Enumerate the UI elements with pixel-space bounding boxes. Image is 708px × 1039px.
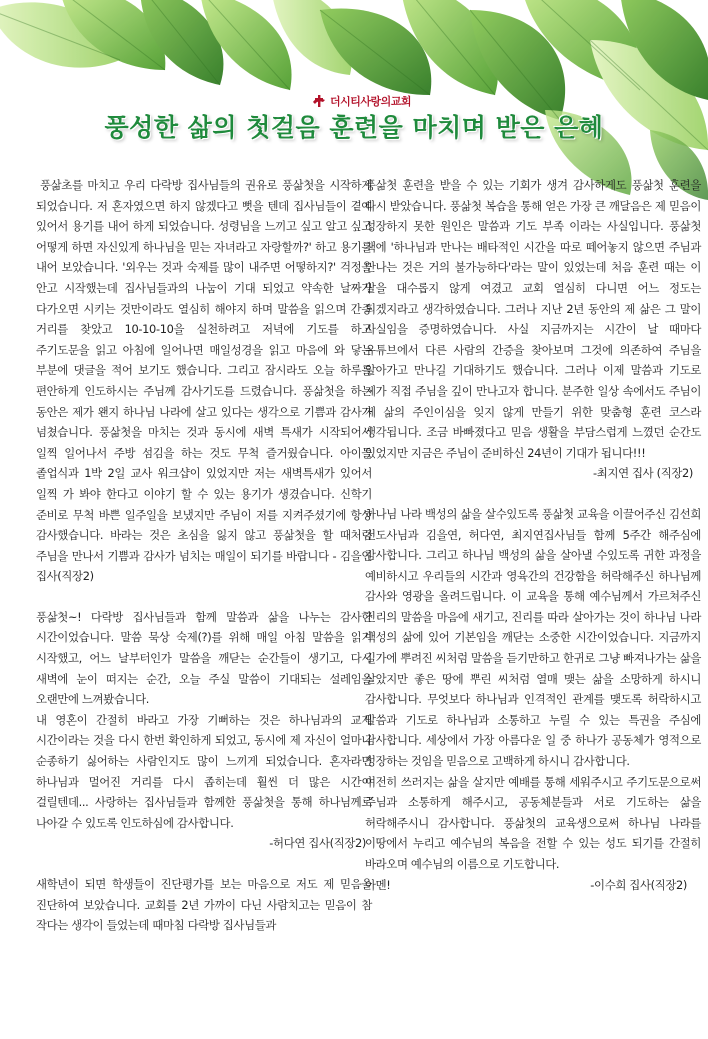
testimony-paragraph: 풍삶첫 훈련을 받을 수 있는 기회가 생겨 감사하게도 풍삶첫 훈련을 다시 받았습니다. 풍삶첫 복습을 통해 얻은 가장 큰 깨달음은 제 믿음이 성장하지 못한 원인은 말씀과 기도 부족 이라는 사실입니다. 풍삶첫 책에 '하나님과 만나는 배타적인 시간을 따로 떼어놓지 않으면 주님과 만나는 것은 거의 불가능하다'라는 말이 있었는데 처음 훈련 때는 이 말을 대수롭지 않게 여겼고 교회 열심히 다니면 어느 정도는 되겠지라고 생각하였습니다. 그러나 지난 2년 동안의 제 삶은 그 말이 사실임을 증명하였습니다. 사실 지금까지는 시간이 날 때마다 유튜브에서 다른 사람의 간증을 찾아보며 그것에 의존하여 주님을 알아가고 만나길 기대하기도 했습니다. 그러나 이제 말씀과 기도로 제가 직접 주님을 깊이 만나고자 합니다. 분주한 일상 속에서도 주님이 제 삶의 주인이심을 잊지 않게 만들기 위한 맞춤형 훈련 코스라 생각됩니다. 조금 바빠졌다고 믿음 생활을 부담스럽게 느꼈던 순간도 있었지만 지금은 주님이 준비하신 24년이 기대가 됩니다!!! [365,178,701,460]
spacer [36,587,372,607]
left-column [36,175,372,936]
author-signature: -이수희 집사(직장2) [590,877,687,892]
closing-line [365,875,701,896]
testimony-paragraph: 여전히 쓰러지는 삶을 살지만 예배를 통해 세워주시고 주기도문으로써 주님과 소통하게 해주시고, 공동체분들과 서로 기도하는 삶을 허락해주시니 감사합니다. 풍삶첫의 교육생으로써 하나님 나라를 이땅에서 누리고 예수님의 복음을 전할 수 있는 성도 되기를 간절히 바라오며 예수님의 이름으로 기도합니다. [365,774,701,871]
testimony-paragraph: 풍삶첫~! 다락방 집사님들과 함께 말씀과 삶을 나누는 감사한 시간이었습니다. 말씀 묵상 숙제(?)를 위해 매일 아침 말씀을 읽기 시작했고, 어느 날부터인가 말씀을 깨닫는 순간들이 생기고, 다시 새벽에 눈이 떠지는 순간, 오늘 주실 말씀이 기대되는 설레임을 오랜만에 느껴봤습니다. [36,609,372,707]
testimony-paragraph: 풍삶초를 마치고 우리 다락방 집사님들의 권유로 풍삶첫을 시작하게 되었습니다. 저 혼자였으면 하지 않겠다고 뻣을 텐데 집사님들이 곁에 있어서 용기를 내어 하게 되었습니다. 성령님을 느끼고 싶고 알고 싶고 어떻게 하면 자신있게 하나님을 믿는 자녀라고 자랑할까?' 하고 용기를 내어 보았습니다. '외우는 것과 숙제를 많이 내주면 어떻하지?' 걱정을 안고 시작했는데 집사님들과의 나눔이 기대 되었고 약속한 날짜가 다가오면 시키는 것만이라도 열심히 해야지 하며 말씀을 읽으며 간증 거리를 찾았고 10-10-10을 실천하려고 저녁에 기도를 하고 주기도문을 읽고 아침에 일어나면 매일성경을 읽고 마음에 와 닿는 부분에 댓글을 적어 보기도 했습니다. 그리고 잠시라도 오늘 하루를 편안하게 인도하시는 주님께 감사기도를 드렸습니다. 풍삶첫을 하는 동안은 제가 왠지 하나님 나라에 살고 있다는 생각으로 기쁨과 감사가 넘쳤습니다. 풍삶첫을 마치는 것과 동시에 새벽 특새가 시작되어서 일찍 일어나서 주방 섬김을 하는 것도 무척 즐거웠습니다. 아이들 졸업식과 1박 2일 교사 워크샵이 있었지만 저는 새벽특새가 있어서 일찍 가 봐야 한다고 이야기 할 수 있는 용기가 생겼습니다. 신학기 준비로 무척 바쁜 일주일을 보냈지만 주님이 저를 지켜주셨기에 항상 감사했습니다. 바라는 것은 초심을 잃지 않고 풍삶첫을 할 때처럼 주님을 만나서 기쁨과 감사가 넘치는 매일이 되기를 바랍니다 - 김을연 집사(직장2) [36,178,372,584]
cross-logo-icon [311,93,327,109]
amen-text: 아멘! [365,877,391,892]
right-column [365,175,701,895]
church-name: 더시티사랑의교회 [330,95,412,108]
testimony-paragraph: 새학년이 되면 학생들이 진단평가를 보는 마음으로 저도 제 믿음을 진단하여 보았습니다. 교회를 2년 가까이 다닌 사람치고는 믿음이 참 작다는 생각이 들었는데 때마침 다락방 집사님들과 [36,877,372,933]
testimony-paragraph: 하나님 나라 백성의 삶을 살수있도록 풍삶첫 교육을 이끌어주신 김선희 전도사님과 김을연, 허다연, 최지연집사님들 함께 5주간 해주심에 감사합니다. 그리고 하나님 백성의 삶을 살아낼 수있도록 귀한 과정을 예비하시고 우리들의 시간과 영육간의 건강함을 허락해주신 하나님께 감사와 영광을 올려드립니다. 이 교육을 통해 예수님께서 가르쳐주신 진리의 말씀을 마음에 새기고, 진리를 따라 살아가는 것이 하나님 나라 백성의 삶에 있어 기본임을 깨닫는 소중한 시간이었습니다. 지금까지 길가에 뿌려진 씨처럼 말씀을 듣기만하고 한귀로 그냥 빠져나가는 삶을 살았지만 좋은 땅에 뿌린 씨처럼 열매 맺는 삶을 소망하게 하시니 감사합니다. 무엇보다 하나님과 인격적인 관계를 맺도록 허락하시고 말씀과 기도로 하나님과 소통하고 누릴 수 있는 특권을 주심에 감사합니다. 세상에서 가장 아름다운 일 중 하나가 공동체가 영적으로 성장하는 것임을 믿음으로 고백하게 하시니 감사합니다. [365,506,701,769]
author-signature: -허다연 집사(직장2) [269,836,366,851]
author-signature: -최지연 집사 (직장2) [593,466,693,481]
spacer [365,484,701,504]
page-title: 풍성한 삶의 첫걸음 훈련을 마치며 받은 은혜 [104,113,604,142]
spacer [36,854,372,874]
testimony-paragraph: 내 영혼이 간절히 바라고 가장 기뻐하는 것은 하나님과의 교제 시간이라는 것을 다시 한번 확인하게 되었고, 동시에 제 자신이 얼마나 순종하기 싫어하는 사람인지도 많이 느끼게 되었습니다. 혼자라면 하나님과 멀어진 거리를 다시 좁히는데 훨씬 더 많은 시간이 걸릴텐데... 사랑하는 집사님들과 함께한 풍삶첫을 통해 하나님께로 나아갈 수 있도록 인도하심에 감사합니다. [36,712,372,830]
